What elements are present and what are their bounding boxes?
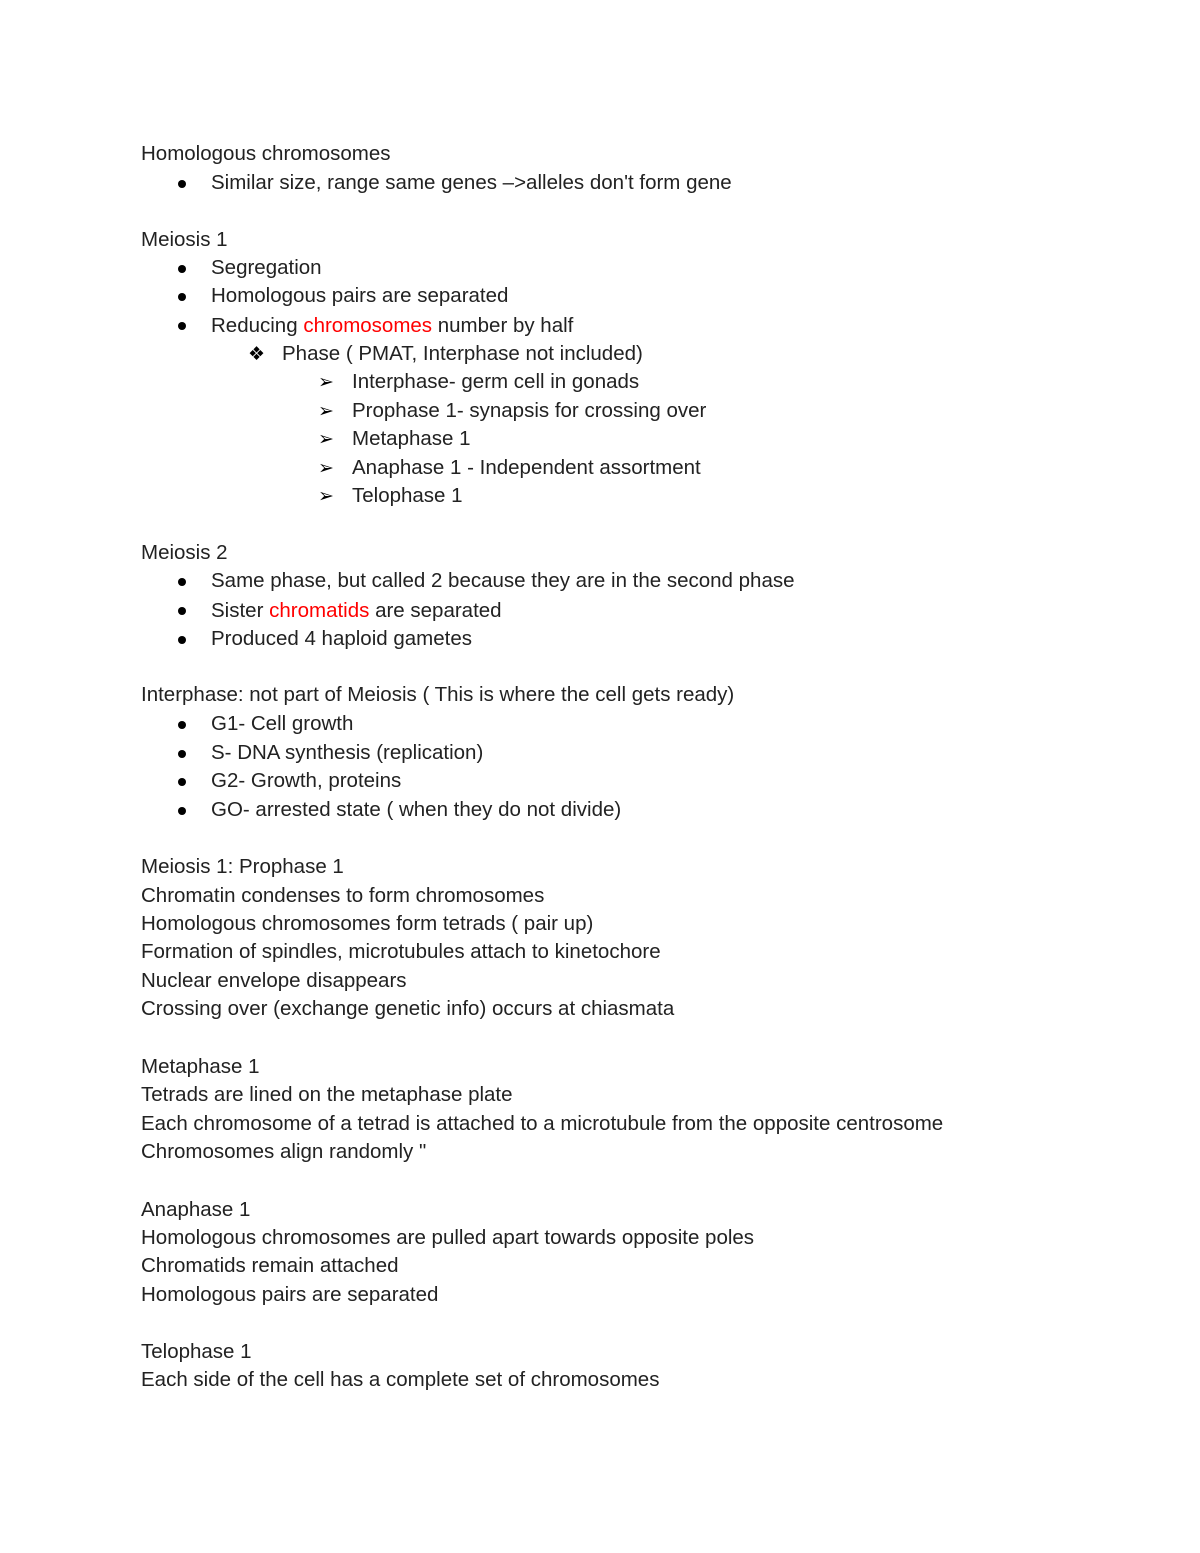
list-item: GO- arrested state ( when they do not divide) [211,798,622,821]
list-item-sister [211,599,502,623]
bullet-dot-icon [178,778,186,786]
heading-homologous: Homologous chromosomes [141,142,391,165]
list-item: Produced 4 haploid gametes [211,627,472,650]
list-item: Same phase, but called 2 because they are in the second phase [211,569,795,592]
list-item: Prophase 1- synapsis for crossing over [352,399,707,422]
arrow-bullet-icon: ➢ [318,457,334,479]
sister-pre: Sister [211,599,270,622]
text-line: Formation of spindles, microtubules attach to kinetochore [141,940,661,963]
text-line: Nuclear envelope disappears [141,969,407,992]
arrow-bullet-icon: ➢ [318,371,334,393]
text-line: Chromatids remain attached [141,1254,399,1277]
text-line: Chromosomes align randomly " [141,1140,427,1163]
heading-telophase-1: Telophase 1 [141,1340,252,1363]
list-item: Similar size, range same genes –>alleles don't form gene [211,171,732,194]
highlight-chromosomes: chromosomes [303,314,433,337]
heading-anaphase-1: Anaphase 1 [141,1198,251,1221]
heading-meiosis-2: Meiosis 2 [141,541,228,564]
text-line: Tetrads are lined on the metaphase plate [141,1083,513,1106]
text-line: Each side of the cell has a complete set of chromosomes [141,1368,660,1391]
list-item: Telophase 1 [352,484,463,507]
list-item: G2- Growth, proteins [211,769,402,792]
bullet-dot-icon [178,636,186,644]
heading-interphase: Interphase: not part of Meiosis ( This is where the cell gets ready) [141,683,735,706]
heading-meiosis-1: Meiosis 1 [141,228,228,251]
bullet-dot-icon [178,607,186,615]
list-item: Segregation [211,256,322,279]
reducing-post: number by half [432,314,574,337]
bullet-dot-icon [178,578,186,586]
bullet-dot-icon [178,180,186,188]
bullet-dot-icon [178,322,186,330]
text-line: Homologous chromosomes are pulled apart towards opposite poles [141,1226,755,1249]
arrow-bullet-icon: ➢ [318,485,334,507]
text-line: Chromatin condenses to form chromosomes [141,884,545,907]
arrow-bullet-icon: ➢ [318,400,334,422]
text-line: Crossing over (exchange genetic info) occurs at chiasmata [141,997,675,1020]
sister-post: are separated [369,599,502,622]
bullet-dot-icon [178,750,186,758]
list-item: Homologous pairs are separated [211,284,509,307]
bullet-dot-icon [178,265,186,273]
highlight-chromatids: chromatids [269,599,370,622]
arrow-bullet-icon: ➢ [318,428,334,450]
bullet-dot-icon [178,721,186,729]
bullet-dot-icon [178,293,186,301]
heading-prophase-1: Meiosis 1: Prophase 1 [141,855,344,878]
list-item: S- DNA synthesis (replication) [211,741,484,764]
text-line: Each chromosome of a tetrad is attached to a microtubule from the opposite centrosome [141,1112,944,1135]
reducing-pre: Reducing [211,314,304,337]
list-item: Interphase- germ cell in gonads [352,370,640,393]
list-item: G1- Cell growth [211,712,354,735]
bullet-dot-icon [178,807,186,815]
list-item: Metaphase 1 [352,427,471,450]
list-item-reducing [211,314,573,338]
text-line: Homologous chromosomes form tetrads ( pair up) [141,912,594,935]
diamond-bullet-icon: ❖ [248,343,266,365]
list-item-phase: Phase ( PMAT, Interphase not included) [282,342,643,365]
list-item: Anaphase 1 - Independent assortment [352,456,701,479]
text-line: Homologous pairs are separated [141,1283,439,1306]
heading-metaphase-1: Metaphase 1 [141,1055,260,1078]
